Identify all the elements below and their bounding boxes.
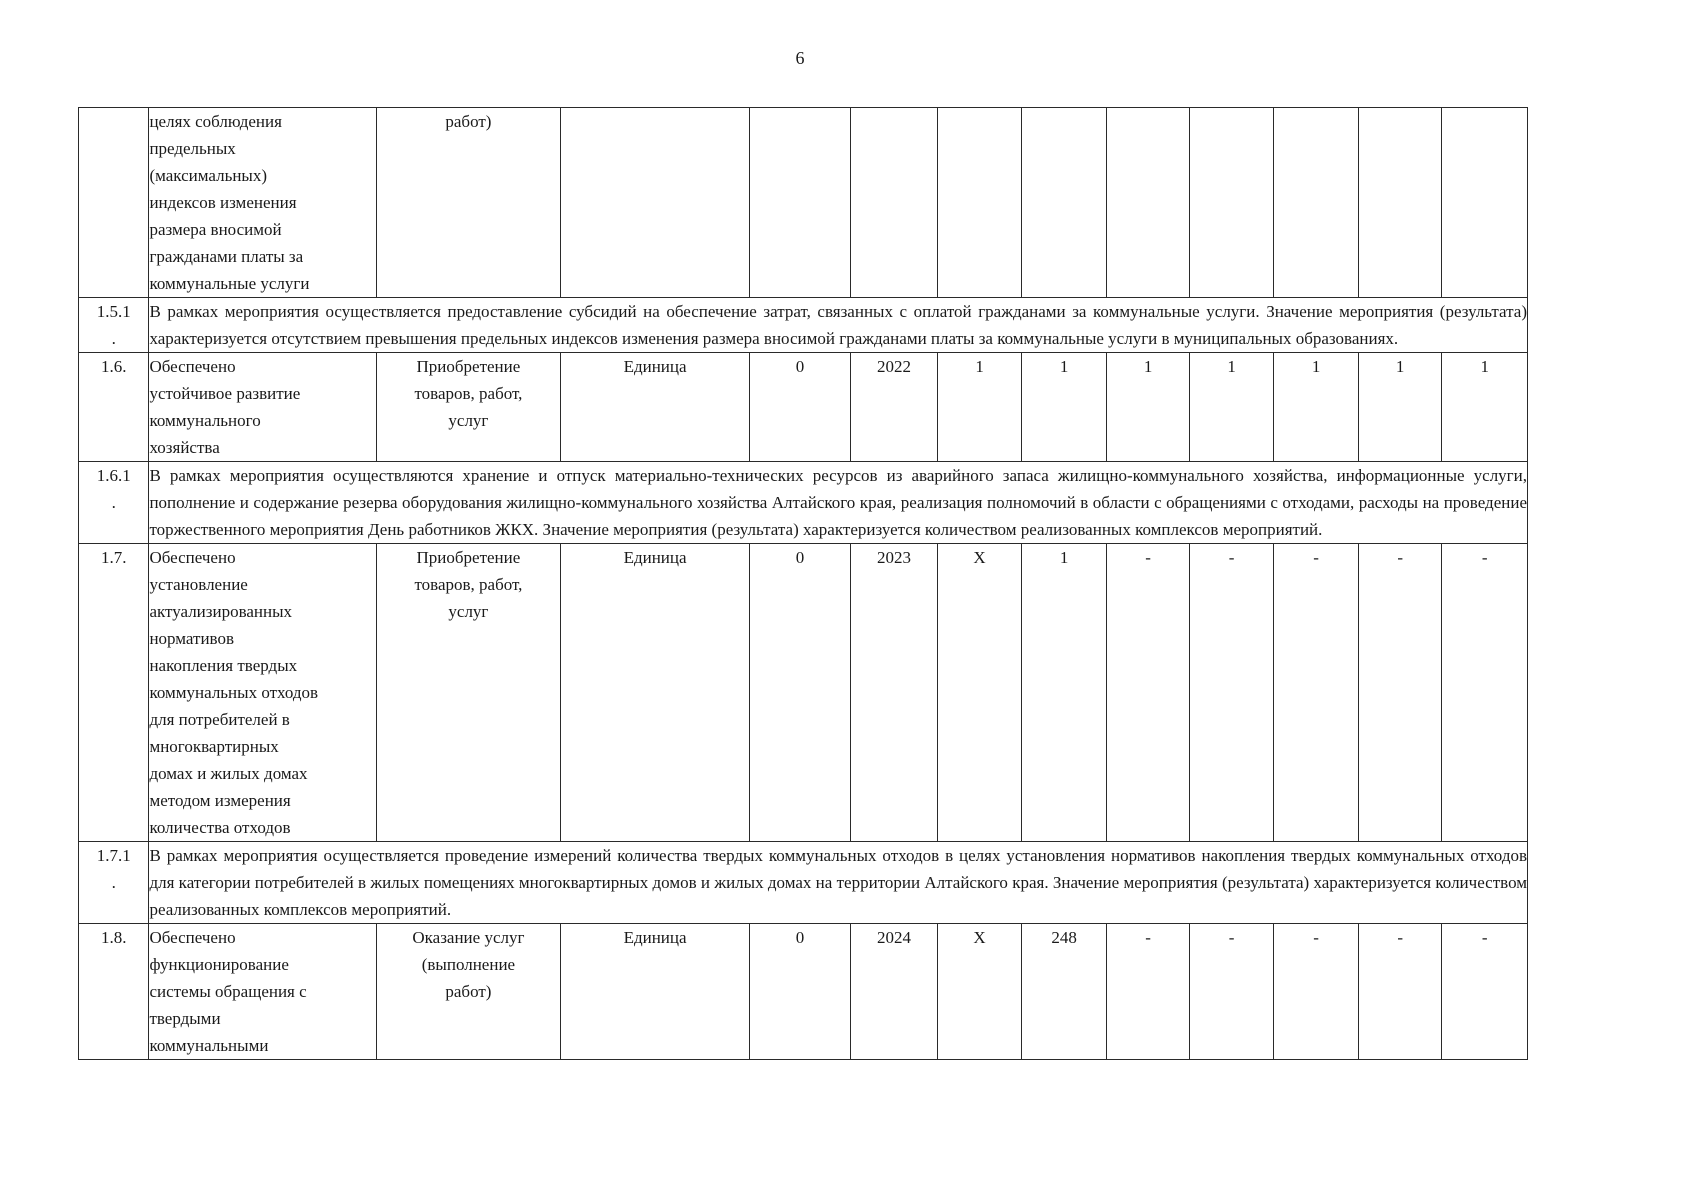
row-number bbox=[79, 298, 149, 353]
year-value bbox=[1021, 108, 1107, 298]
result-type bbox=[376, 108, 560, 298]
result-type bbox=[376, 924, 560, 1060]
row-number-line: . bbox=[111, 329, 116, 348]
table-row bbox=[79, 353, 1528, 462]
row-number-line: 1.5.1 bbox=[96, 302, 131, 321]
result-type bbox=[376, 353, 560, 462]
row-number bbox=[79, 842, 149, 924]
result-name bbox=[149, 924, 376, 1060]
row-number: 1.6. bbox=[79, 353, 149, 462]
result-type-line: товаров, работ, bbox=[414, 575, 523, 594]
year-value bbox=[1107, 108, 1190, 298]
row-description: В рамках мероприятия осуществляется предоставление субсидий на обеспечение затрат, связанных с оплатой гражданами за коммунальные услуги. Значение мероприятия (результата) характеризуется отсутствием превышения предельных индексов изменения размера вносимой гражданами платы за коммунальные услуги в муниципальных образованиях. bbox=[149, 298, 1528, 353]
result-name-line: размера вносимой bbox=[149, 220, 282, 239]
base-year: 2023 bbox=[850, 544, 938, 842]
row-number bbox=[79, 108, 149, 298]
row-description: В рамках мероприятия осуществляются хранение и отпуск материально-технических ресурсов из аварийного запаса жилищно-коммунального хозяйства, информационные услуги, пополнение и содержание резерва оборудования жилищно-коммунального хозяйства Алтайского края, реализация полномочий в области с обращениями с отходами, расходы на проведение торжественного мероприятия День работников ЖКХ. Значение мероприятия (результата) характеризуется количеством реализованных комплексов мероприятий. bbox=[149, 462, 1528, 544]
year-value: 1 bbox=[1358, 353, 1442, 462]
year-value bbox=[1442, 108, 1528, 298]
year-value: 1 bbox=[1107, 353, 1190, 462]
result-name-line: актуализированных bbox=[149, 602, 293, 621]
result-name bbox=[149, 108, 376, 298]
result-name-line: Обеспечено bbox=[149, 928, 236, 947]
unit-of-measure: Единица bbox=[560, 924, 749, 1060]
year-value: - bbox=[1442, 544, 1528, 842]
result-name-line: (максимальных) bbox=[149, 166, 268, 185]
year-value: 1 bbox=[1021, 544, 1107, 842]
unit-of-measure: Единица bbox=[560, 353, 749, 462]
year-value: - bbox=[1189, 924, 1274, 1060]
year-value: - bbox=[1274, 544, 1359, 842]
result-type-line: (выполнение bbox=[421, 955, 516, 974]
base-year bbox=[850, 108, 938, 298]
page-number: 6 bbox=[795, 48, 805, 68]
result-type-line: Оказание услуг bbox=[412, 928, 525, 947]
result-name-line: многоквартирных bbox=[149, 737, 279, 756]
year-value: - bbox=[1189, 544, 1274, 842]
description-row bbox=[79, 298, 1528, 353]
year-value bbox=[938, 108, 1022, 298]
year-value bbox=[1274, 108, 1359, 298]
base-year: 2024 bbox=[850, 924, 938, 1060]
row-number-line: . bbox=[111, 873, 116, 892]
base-value: 0 bbox=[750, 544, 851, 842]
description-row bbox=[79, 842, 1528, 924]
year-value: 1 bbox=[1189, 353, 1274, 462]
base-value: 0 bbox=[750, 924, 851, 1060]
year-value: 1 bbox=[1021, 353, 1107, 462]
result-name-line: домах и жилых домах bbox=[149, 764, 308, 783]
year-value: - bbox=[1274, 924, 1359, 1060]
result-name-line: Обеспечено bbox=[149, 357, 236, 376]
result-name bbox=[149, 544, 376, 842]
result-name-line: установление bbox=[149, 575, 248, 594]
year-value: - bbox=[1358, 544, 1442, 842]
year-value: - bbox=[1107, 924, 1190, 1060]
row-number bbox=[79, 462, 149, 544]
year-value: 1 bbox=[938, 353, 1022, 462]
row-number: 1.7. bbox=[79, 544, 149, 842]
result-name-line: коммунальные услуги bbox=[149, 274, 310, 293]
results-table bbox=[78, 107, 1528, 1060]
result-name-line: устойчивое развитие bbox=[149, 384, 301, 403]
result-type-line: услуг bbox=[448, 411, 489, 430]
row-number-line: 1.6.1 bbox=[96, 466, 131, 485]
result-name-line: индексов изменения bbox=[149, 193, 297, 212]
result-type-line: работ) bbox=[445, 982, 492, 1001]
base-value: 0 bbox=[750, 353, 851, 462]
result-type bbox=[376, 544, 560, 842]
table-row bbox=[79, 108, 1528, 298]
unit-of-measure bbox=[560, 108, 749, 298]
table-row bbox=[79, 544, 1528, 842]
result-name-line: методом измерения bbox=[149, 791, 291, 810]
result-name-line: коммунального bbox=[149, 411, 261, 430]
base-value bbox=[750, 108, 851, 298]
year-value: - bbox=[1442, 924, 1528, 1060]
result-name-line: накопления твердых bbox=[149, 656, 298, 675]
result-name-line: целях соблюдения bbox=[149, 112, 282, 131]
row-number-line: . bbox=[111, 493, 116, 512]
year-value: 1 bbox=[1442, 353, 1528, 462]
year-value: 1 bbox=[1274, 353, 1359, 462]
year-value: X bbox=[938, 924, 1022, 1060]
description-row bbox=[79, 462, 1528, 544]
result-type-line: товаров, работ, bbox=[414, 384, 523, 403]
table-row bbox=[79, 924, 1528, 1060]
year-value: - bbox=[1107, 544, 1190, 842]
result-name-line: твердыми bbox=[149, 1009, 221, 1028]
result-name-line: системы обращения с bbox=[149, 982, 307, 1001]
base-year: 2022 bbox=[850, 353, 938, 462]
result-name bbox=[149, 353, 376, 462]
result-type-line: работ) bbox=[445, 112, 492, 131]
row-number-line: 1.7.1 bbox=[96, 846, 131, 865]
result-name-line: предельных bbox=[149, 139, 236, 158]
result-type-line: Приобретение bbox=[416, 357, 521, 376]
result-name-line: количества отходов bbox=[149, 818, 291, 837]
result-name-line: коммунальными bbox=[149, 1036, 269, 1055]
result-name-line: Обеспечено bbox=[149, 548, 236, 567]
unit-of-measure: Единица bbox=[560, 544, 749, 842]
year-value bbox=[1189, 108, 1274, 298]
result-name-line: хозяйства bbox=[149, 438, 220, 457]
result-name-line: нормативов bbox=[149, 629, 234, 648]
year-value: X bbox=[938, 544, 1022, 842]
result-type-line: услуг bbox=[448, 602, 489, 621]
year-value bbox=[1358, 108, 1442, 298]
result-name-line: гражданами платы за bbox=[149, 247, 304, 266]
result-name-line: функционирование bbox=[149, 955, 289, 974]
year-value: 248 bbox=[1021, 924, 1107, 1060]
result-name-line: для потребителей в bbox=[149, 710, 290, 729]
row-description: В рамках мероприятия осуществляется проведение измерений количества твердых коммунальных отходов в целях установления нормативов накопления твердых коммунальных отходов для категории потребителей в жилых помещениях многоквартирных домов и жилых домах на территории Алтайского края. Значение мероприятия (результата) характеризуется количеством реализованных комплексов мероприятий. bbox=[149, 842, 1528, 924]
result-type-line: Приобретение bbox=[416, 548, 521, 567]
row-number: 1.8. bbox=[79, 924, 149, 1060]
year-value: - bbox=[1358, 924, 1442, 1060]
result-name-line: коммунальных отходов bbox=[149, 683, 319, 702]
